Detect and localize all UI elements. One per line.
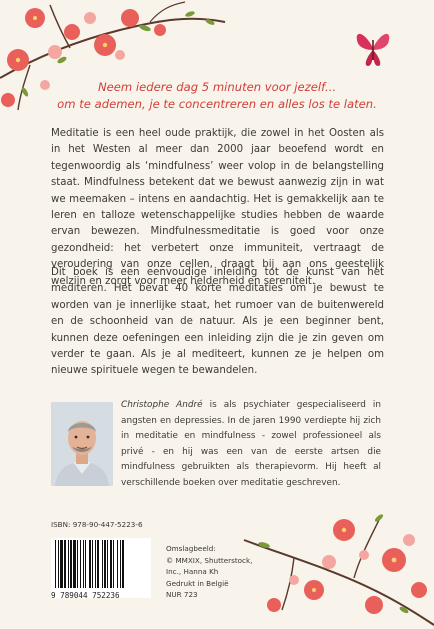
barcode-bar <box>117 540 118 588</box>
barcode-bar <box>55 540 56 588</box>
author-name: Christophe André <box>121 400 203 410</box>
barcode-bar <box>58 540 59 588</box>
barcode-bar <box>83 540 84 588</box>
barcode-bar <box>104 540 106 588</box>
credit-line: © MMXIX, Shutterstock, <box>166 555 253 565</box>
credit-line: Gedrukt in België <box>166 578 229 588</box>
blossom-branch-bottom-right <box>234 500 434 629</box>
barcode-bar <box>89 540 91 588</box>
barcode-bar <box>113 540 114 588</box>
author-bio <box>121 398 381 491</box>
butterfly-icon <box>355 28 391 70</box>
body-paragraph-2: Dit boek is een eenvoudige inleiding tot de kunst van het mediteren. Het bevat 40 korte meditaties om je bewust te worden van je innerlijke staat, het rumoer van de buitenwereld en de schoonheid van de natuur. Als je een beginner bent, kunnen deze oefeningen een inleiding zijn die je zin geven om verder te gaan. Als je al mediteert, kunnen ze je helpen om nieuwe spirituele wegen te bewandelen. <box>51 267 384 377</box>
barcode-bar <box>64 540 66 588</box>
author-photo <box>51 402 113 486</box>
credit-line: NUR 723 <box>166 590 198 600</box>
barcode-bar <box>122 540 124 588</box>
barcode-bar <box>73 540 76 588</box>
credit-line: Inc., Hanna Kh <box>166 567 219 577</box>
barcode-digits: 9 789044 752236 <box>51 591 120 600</box>
isbn-label: ISBN: 978-90-447-5223-6 <box>51 520 143 529</box>
barcode-bar <box>102 540 103 588</box>
barcode-bar <box>97 540 99 588</box>
barcode-bar <box>60 540 63 588</box>
cover-credits <box>166 543 252 601</box>
author-bio-text: is als psychiater gespecialiseerd in angsten en depressies. In de jaren 1990 verdiepte hij zich in meditatie en mindfulness - zowel professioneel als privé - en hij was een van de eerste artsen die mindfulness gebruikten als therapievorm. Hij heeft al verschillende boeken over meditatie geschreven. <box>121 400 381 488</box>
barcode-bar <box>70 540 72 588</box>
barcode-bar <box>85 540 86 588</box>
barcode-bar <box>80 540 81 588</box>
body-paragraph-1: Meditatie is een heel oude praktijk, die zowel in het Oosten als in het Westen al meer dan 2000 jaar beoefend wordt en tegenwoordig als ‘mindfulness’ weer volop in de belangstelling staat. Mindfulness betekent dat we bewust aanwezig zijn in wat we meemaken – intens en aandachtig. Het is gemakkelijk aan te leren en talloze wetenschappelijke studies hebben de waarde ervan bewezen. Mindfulnessmeditatie is goed voor onze gezondheid: het verbetert onze immuniteit, vertraagt de veroudering van onze cellen, draagt bij aan ons geestelijk welzijn en zorgt voor meer helderheid en sereniteit. <box>51 128 384 287</box>
credit-line: Omslagbeeld: <box>166 544 216 553</box>
barcode-bar <box>92 540 93 588</box>
barcode-bar <box>120 540 121 588</box>
barcode-bar <box>110 540 112 588</box>
barcode-bar <box>68 540 69 588</box>
barcode <box>51 538 151 598</box>
tagline <box>0 79 434 113</box>
barcode-bar <box>77 540 78 588</box>
barcode-bar <box>107 540 108 588</box>
tagline-line-1: Neem iedere dag 5 minuten voor jezelf... <box>97 80 337 94</box>
tagline-line-2: om te ademen, je te concentreren en alles los te laten. <box>57 97 377 111</box>
barcode-bar <box>95 540 96 588</box>
